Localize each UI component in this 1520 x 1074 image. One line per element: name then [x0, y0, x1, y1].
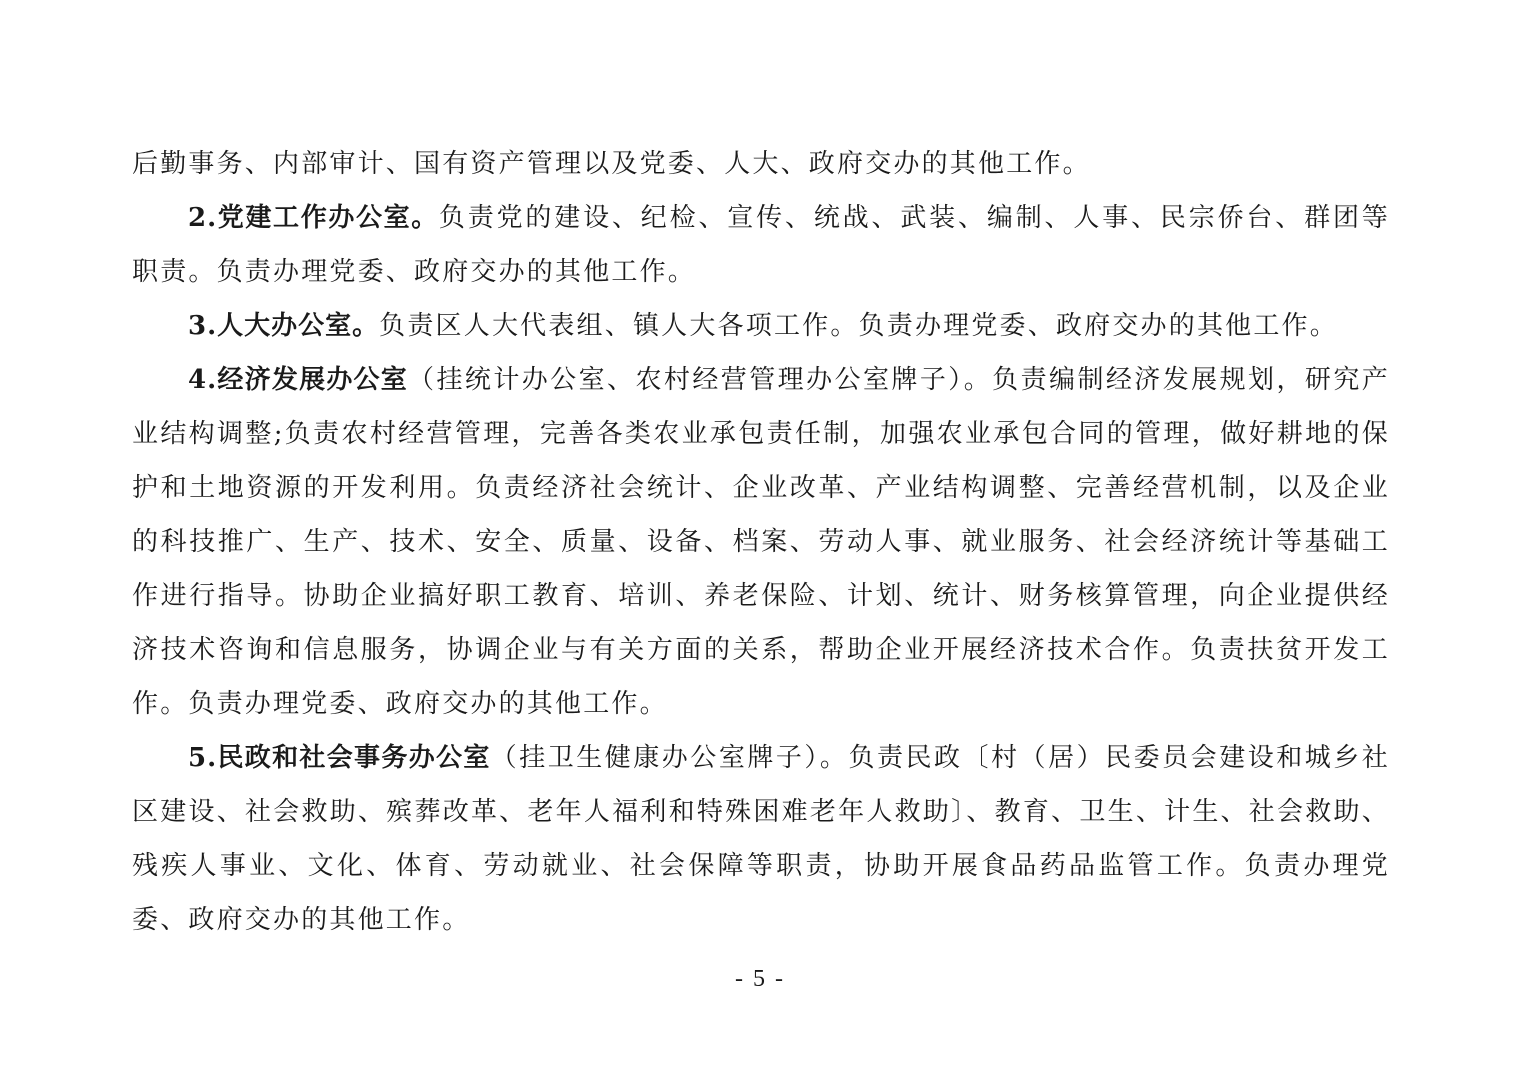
paragraph-body: 后勤事务、内部审计、国有资产管理以及党委、人大、政府交办的其他工作。	[132, 149, 1091, 179]
section-heading: 3.人大办公室。	[188, 311, 380, 341]
section-heading-note: （挂统计办公室、农村经营管理办公室牌子）。	[408, 365, 993, 395]
paragraph-body: 负责编制经济发展规划，研究产业结构调整;负责农村经营管理，完善各类农业承包责任制，加强农业承包合同的管理，做好耕地的保护和土地资源的开发利用。负责经济社会统计、企业改革、产业结构调整、完善经营机制，以及企业的科技推广、生产、技术、安全、质量、设备、档案、劳动人事、就业服务、社会经济统计等基础工作进行指导。协助企业搞好职工教育、培训、养老保险、计划、统计、财务核算管理，向企业提供经济技术咨询和信息服务，协调企业与有关方面的关系，帮助企业开展经济技术合作。负责扶贫开发工作。负责办理党委、政府交办的其他工作。	[132, 365, 1390, 719]
page-number: - 5 -	[735, 966, 785, 992]
paragraph-party-building-office	[132, 191, 1390, 299]
paragraph-body: 负责党的建设、纪检、宣传、统战、武装、编制、人事、民宗侨台、群团等职责。负责办理党委、政府交办的其他工作。	[132, 203, 1390, 287]
section-heading-note: （挂卫生健康办公室牌子）。	[490, 743, 849, 773]
section-heading: 2.党建工作办公室。	[188, 203, 439, 233]
paragraph-continuation	[132, 137, 1390, 191]
section-heading: 4.经济发展办公室	[188, 365, 409, 395]
paragraph-npc-office	[132, 299, 1390, 353]
document-body	[132, 137, 1390, 947]
paragraph-civil-affairs-office	[132, 731, 1390, 947]
paragraph-economic-development-office	[132, 353, 1390, 731]
section-heading: 5.民政和社会事务办公室	[188, 743, 491, 773]
paragraph-body: 负责民政〔村（居）民委员会建设和城乡社区建设、社会救助、殡葬改革、老年人福利和特殊困难老年人救助〕、教育、卫生、计生、社会救助、残疾人事业、文化、体育、劳动就业、社会保障等职责，协助开展食品药品监管工作。负责办理党委、政府交办的其他工作。	[132, 743, 1390, 935]
paragraph-body: 负责区人大代表组、镇人大各项工作。负责办理党委、政府交办的其他工作。	[379, 311, 1338, 341]
